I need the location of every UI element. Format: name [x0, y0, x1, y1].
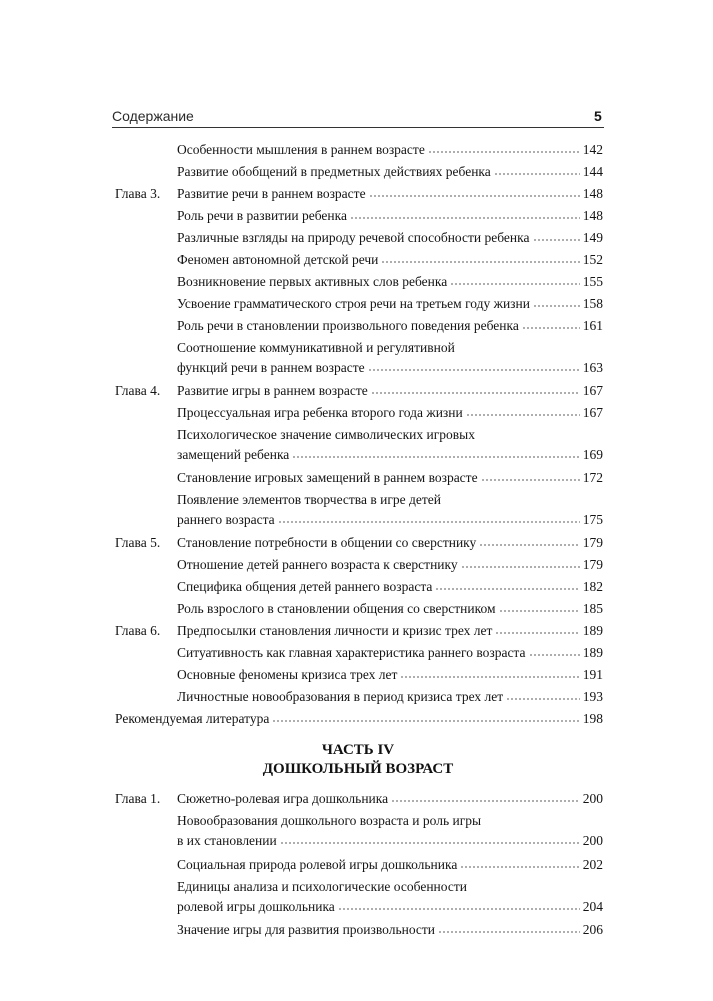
toc-entry-title: функций речи в раннем возрасте — [177, 360, 365, 375]
toc-entry — [177, 687, 603, 707]
toc-entry-page: 142 — [582, 142, 603, 157]
toc-entry-title: в их становлении — [177, 833, 277, 848]
toc-entry-title: Сюжетно-ролевая игра дошкольника — [177, 791, 389, 806]
toc-entry-title: Становление потребности в общении со сверстнику — [177, 535, 477, 550]
toc-entry — [177, 425, 603, 465]
dot-leader — [278, 514, 580, 524]
toc-entry — [177, 294, 603, 314]
dot-leader — [494, 166, 580, 176]
toc-entry-page: 204 — [582, 899, 603, 914]
dot-leader — [499, 603, 580, 613]
toc-entry-title: Специфика общения детей раннего возраста — [177, 579, 433, 594]
toc-entry — [177, 490, 603, 530]
toc-entry — [177, 877, 603, 917]
toc-entry-page: 148 — [582, 208, 603, 223]
toc-chapter-entry — [177, 533, 603, 553]
toc-entry-title-line1: Соотношение коммуникативной и регулятивной — [177, 340, 455, 355]
toc-entry-page: 161 — [582, 318, 603, 333]
toc-entry-title: Роль речи в становлении произвольного поведения ребенка — [177, 318, 519, 333]
toc-entry-title-line1: Психологическое значение символических игровых — [177, 427, 475, 442]
toc-entry-page: 193 — [582, 689, 603, 704]
toc-entry — [177, 555, 603, 575]
toc-entry — [177, 577, 603, 597]
toc-entry-title: Становление игровых замещений в раннем возрасте — [177, 470, 478, 485]
toc-entry-page: 152 — [582, 252, 603, 267]
toc-entry-title: раннего возраста — [177, 512, 275, 527]
toc-entry-title: Отношение детей раннего возраста к сверстнику — [177, 557, 458, 572]
toc-entry — [177, 599, 603, 619]
toc-entry-title-line1: Новообразования дошкольного возраста и роль игры — [177, 813, 482, 828]
toc-entry-title: Усвоение грамматического строя речи на третьем году жизни — [177, 296, 530, 311]
toc-entry — [177, 250, 603, 270]
toc-entry — [177, 272, 603, 292]
dot-leader — [338, 901, 580, 911]
toc-entry-page: 200 — [582, 791, 603, 806]
toc-entry-page: 167 — [582, 405, 603, 420]
dot-leader — [391, 793, 580, 803]
toc-entry-title-line1: Единицы анализа и психологические особенности — [177, 879, 467, 894]
dot-leader — [533, 232, 580, 242]
dot-leader — [381, 254, 579, 264]
dot-leader — [400, 669, 579, 679]
toc-entry-title: Различные взгляды на природу речевой способности ребенка — [177, 230, 530, 245]
toc-entry-title: Предпосылки становления личности и кризис трех лет — [177, 623, 493, 638]
dot-leader — [435, 581, 579, 591]
toc-entry-title: Ситуативность как главная характеристика раннего возраста — [177, 645, 526, 660]
toc-entry-title: Развитие речи в раннем возрасте — [177, 186, 366, 201]
dot-leader — [428, 144, 580, 154]
chapter-label: Глава 3. — [115, 186, 161, 201]
toc-entry — [177, 206, 603, 226]
toc-entry-page: 191 — [582, 667, 603, 682]
toc-entry-title: Основные феномены кризиса трех лет — [177, 667, 398, 682]
toc-entry-page: 148 — [582, 186, 603, 201]
toc-entry-title: Роль речи в развитии ребенка — [177, 208, 347, 223]
dot-leader — [481, 472, 580, 482]
toc-entry — [177, 228, 603, 248]
toc-entry — [177, 468, 603, 488]
toc-entry-page: 189 — [582, 623, 603, 638]
toc-entry-title: Личностные новообразования в период кризиса трех лет — [177, 689, 504, 704]
toc-entry-title: Социальная природа ролевой игры дошкольника — [177, 857, 458, 872]
toc-chapter-entry — [177, 621, 603, 641]
toc-entry-title: Роль взрослого в становлении общения со сверстником — [177, 601, 496, 616]
dot-leader — [466, 407, 580, 417]
toc-entry-page: 189 — [582, 645, 603, 660]
page-number: 5 — [594, 108, 602, 124]
toc-entry-title: Особенности мышления в раннем возрасте — [177, 142, 425, 157]
toc-entry-page: 172 — [582, 470, 603, 485]
dot-leader — [280, 835, 580, 845]
toc-entry — [177, 855, 603, 875]
chapter-label: Глава 4. — [115, 383, 161, 398]
toc-entry — [177, 316, 603, 336]
toc-entry-title: ролевой игры дошкольника — [177, 899, 335, 914]
toc-entry — [177, 920, 603, 940]
toc-entry-page: 175 — [582, 512, 603, 527]
chapter-label: Глава 6. — [115, 623, 161, 638]
toc-chapter-entry — [177, 789, 603, 809]
dot-leader — [292, 449, 579, 459]
toc-entry-title: Развитие обобщений в предметных действиях ребенка — [177, 164, 491, 179]
dot-leader — [479, 537, 579, 547]
toc-entry-page: 200 — [582, 833, 603, 848]
toc-entry-title: Процессуальная игра ребенка второго года жизни — [177, 405, 463, 420]
toc-entry — [177, 338, 603, 378]
toc-entry-page: 198 — [582, 711, 603, 726]
toc-entry-page: 169 — [582, 447, 603, 462]
toc-entry-page: 149 — [582, 230, 603, 245]
toc-entry — [177, 643, 603, 663]
running-header — [0, 0, 713, 130]
toc-entry-page: 167 — [582, 383, 603, 398]
chapter-label: Глава 1. — [115, 791, 161, 806]
toc-entry — [177, 665, 603, 685]
dot-leader — [495, 625, 579, 635]
dot-leader — [369, 188, 580, 198]
dot-leader — [522, 320, 580, 330]
dot-leader — [350, 210, 580, 220]
toc-entry-title: Значение игры для развития произвольности — [177, 922, 436, 937]
dot-leader — [533, 298, 580, 308]
dot-leader — [529, 647, 580, 657]
toc-entry-title: Феномен автономной детской речи — [177, 252, 379, 267]
toc-entry-title: замещений ребенка — [177, 447, 290, 462]
toc-entry-page: 202 — [582, 857, 603, 872]
dot-leader — [438, 924, 580, 934]
toc-entry-page: 155 — [582, 274, 603, 289]
toc-entry — [177, 140, 603, 160]
toc-entry-page: 182 — [582, 579, 603, 594]
toc-entry-page: 179 — [582, 535, 603, 550]
toc-entry-title: Рекомендуемая литература — [115, 711, 270, 726]
dot-leader — [371, 385, 580, 395]
toc-entry-title: Возникновение первых активных слов ребенка — [177, 274, 448, 289]
chapter-label: Глава 5. — [115, 535, 161, 550]
toc-entry-page: 179 — [582, 557, 603, 572]
toc-entry-title-line1: Появление элементов творчества в игре детей — [177, 492, 441, 507]
toc-chapter-entry — [177, 381, 603, 401]
part-number-heading: ЧАСТЬ IV — [321, 742, 395, 758]
toc-entry — [177, 403, 603, 423]
toc-entry-page: 158 — [582, 296, 603, 311]
header-rule — [112, 127, 604, 128]
dot-leader — [450, 276, 580, 286]
dot-leader — [272, 713, 579, 723]
dot-leader — [460, 859, 579, 869]
dot-leader — [368, 362, 580, 372]
toc-entry-page: 163 — [582, 360, 603, 375]
part-title-heading: ДОШКОЛЬНЫЙ ВОЗРАСТ — [262, 761, 454, 777]
toc-entry-page: 185 — [582, 601, 603, 616]
toc-entry-page: 144 — [582, 164, 603, 179]
toc-entry — [177, 811, 603, 851]
toc-entry-references — [115, 709, 603, 729]
dot-leader — [506, 691, 580, 701]
toc-chapter-entry — [177, 184, 603, 204]
toc-entry-page: 206 — [582, 922, 603, 937]
dot-leader — [461, 559, 580, 569]
running-head-title: Содержание — [112, 108, 194, 124]
toc-entry — [177, 162, 603, 182]
toc-entry-title: Развитие игры в раннем возрасте — [177, 383, 368, 398]
